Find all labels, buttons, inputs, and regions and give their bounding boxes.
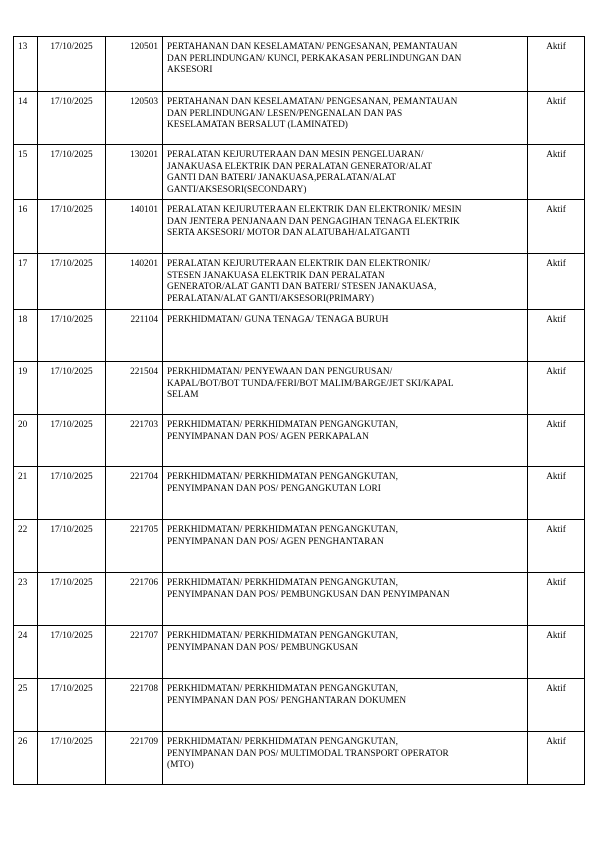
- row-description-text: PERKHIDMATAN/ PERKHIDMATAN PENGANGKUTAN, PENYIMPANAN DAN POS/ AGEN PENGHANTARAN: [167, 525, 398, 547]
- row-description: [163, 415, 528, 467]
- row-date: 17/10/2025: [38, 310, 106, 362]
- row-description-text: PERALATAN KEJURUTERAAN ELEKTRIK DAN ELEKTRONIK/ MESIN DAN JENTERA PENJANAAN DAN PENGAGIHAN TENAGA ELEKTRIK SERTA AKSESORI/ MOTOR DAN ALATUBAH/ALATGANTI: [167, 205, 462, 238]
- table-row: [14, 92, 585, 145]
- row-date: 17/10/2025: [38, 362, 106, 415]
- row-number: 20: [14, 415, 38, 467]
- row-number: 15: [14, 145, 38, 200]
- row-date: 17/10/2025: [38, 626, 106, 679]
- row-status: Aktif: [528, 520, 585, 573]
- row-status: Aktif: [528, 310, 585, 362]
- row-description-text: PERKHIDMATAN/ PERKHIDMATAN PENGANGKUTAN, PENYIMPANAN DAN POS/ MULTIMODAL TRANSPORT OPERATOR (MTO): [167, 737, 449, 770]
- row-date: 17/10/2025: [38, 415, 106, 467]
- row-description: [163, 92, 528, 145]
- table-row: [14, 362, 585, 415]
- row-date: 17/10/2025: [38, 679, 106, 732]
- row-code: 221709: [106, 732, 163, 785]
- row-status: Aktif: [528, 37, 585, 92]
- table-row: [14, 679, 585, 732]
- row-number: 25: [14, 679, 38, 732]
- row-code: 130201: [106, 145, 163, 200]
- row-date: 17/10/2025: [38, 254, 106, 310]
- row-description-text: PERKHIDMATAN/ PERKHIDMATAN PENGANGKUTAN, PENYIMPANAN DAN POS/ PENGANGKUTAN LORI: [167, 472, 398, 494]
- table-row: [14, 254, 585, 310]
- table-row: [14, 520, 585, 573]
- row-code: 140201: [106, 254, 163, 310]
- row-number: 22: [14, 520, 38, 573]
- table-row: [14, 415, 585, 467]
- table-row: [14, 467, 585, 520]
- row-date: 17/10/2025: [38, 732, 106, 785]
- row-number: 16: [14, 200, 38, 254]
- table-body: [14, 37, 585, 785]
- row-description: [163, 573, 528, 626]
- row-status: Aktif: [528, 626, 585, 679]
- row-date: 17/10/2025: [38, 520, 106, 573]
- row-description: [163, 467, 528, 520]
- row-code: 221104: [106, 310, 163, 362]
- row-number: 26: [14, 732, 38, 785]
- row-status: Aktif: [528, 573, 585, 626]
- row-status: Aktif: [528, 200, 585, 254]
- row-code: 221708: [106, 679, 163, 732]
- row-status: Aktif: [528, 254, 585, 310]
- row-description: [163, 200, 528, 254]
- row-number: 13: [14, 37, 38, 92]
- row-status: Aktif: [528, 362, 585, 415]
- row-status: Aktif: [528, 415, 585, 467]
- row-code: 120501: [106, 37, 163, 92]
- row-number: 18: [14, 310, 38, 362]
- row-description: [163, 732, 528, 785]
- table-row: [14, 573, 585, 626]
- row-date: 17/10/2025: [38, 467, 106, 520]
- row-date: 17/10/2025: [38, 145, 106, 200]
- row-code: 140101: [106, 200, 163, 254]
- row-number: 17: [14, 254, 38, 310]
- table-row: [14, 626, 585, 679]
- row-description-text: PERKHIDMATAN/ GUNA TENAGA/ TENAGA BURUH: [167, 315, 389, 325]
- row-description: [163, 362, 528, 415]
- row-status: Aktif: [528, 92, 585, 145]
- row-description-text: PERKHIDMATAN/ PENYEWAAN DAN PENGURUSAN/ KAPAL/BOT/BOT TUNDA/FERI/BOT MALIM/BARGE/JET SKI/KAPAL SELAM: [167, 367, 454, 400]
- row-status: Aktif: [528, 679, 585, 732]
- row-description-text: PERTAHANAN DAN KESELAMATAN/ PENGESANAN, PEMANTAUAN DAN PERLINDUNGAN/ KUNCI, PERKAKASAN PERLINDUNGAN DAN AKSESORI: [167, 42, 462, 75]
- row-description-text: PERTAHANAN DAN KESELAMATAN/ PENGESANAN, PEMANTAUAN DAN PERLINDUNGAN/ LESEN/PENGENALAN DAN PAS KESELAMATAN BERSALUT (LAMINATED): [167, 97, 458, 130]
- row-description: [163, 679, 528, 732]
- row-description: [163, 626, 528, 679]
- row-number: 23: [14, 573, 38, 626]
- row-date: 17/10/2025: [38, 200, 106, 254]
- row-date: 17/10/2025: [38, 92, 106, 145]
- table-row: [14, 145, 585, 200]
- row-code: 221707: [106, 626, 163, 679]
- row-description: [163, 310, 528, 362]
- table-row: [14, 37, 585, 92]
- row-number: 21: [14, 467, 38, 520]
- row-description-text: PERKHIDMATAN/ PERKHIDMATAN PENGANGKUTAN, PENYIMPANAN DAN POS/ PENGHANTARAN DOKUMEN: [167, 684, 407, 706]
- row-number: 19: [14, 362, 38, 415]
- row-description: [163, 37, 528, 92]
- row-description: [163, 520, 528, 573]
- table-row: [14, 310, 585, 362]
- row-description: [163, 254, 528, 310]
- row-description-text: PERKHIDMATAN/ PERKHIDMATAN PENGANGKUTAN, PENYIMPANAN DAN POS/ PEMBUNGKUSAN: [167, 631, 398, 653]
- row-code: 221704: [106, 467, 163, 520]
- row-code: 221504: [106, 362, 163, 415]
- row-date: 17/10/2025: [38, 37, 106, 92]
- row-code: 120503: [106, 92, 163, 145]
- row-description: [163, 145, 528, 200]
- row-code: 221703: [106, 415, 163, 467]
- row-status: Aktif: [528, 145, 585, 200]
- table-row: [14, 200, 585, 254]
- row-number: 24: [14, 626, 38, 679]
- row-description-text: PERKHIDMATAN/ PERKHIDMATAN PENGANGKUTAN, PENYIMPANAN DAN POS/ AGEN PERKAPALAN: [167, 420, 398, 442]
- registration-table: [13, 36, 585, 785]
- row-status: Aktif: [528, 467, 585, 520]
- row-description-text: PERALATAN KEJURUTERAAN ELEKTRIK DAN ELEKTRONIK/ STESEN JANAKUASA ELEKTRIK DAN PERALATAN GENERATOR/ALAT GANTI DAN BATERI/ STESEN JANAKUASA, PERALATAN/ALAT GANTI/AKSESORI(PRIMARY): [167, 259, 437, 304]
- row-description-text: PERKHIDMATAN/ PERKHIDMATAN PENGANGKUTAN, PENYIMPANAN DAN POS/ PEMBUNGKUSAN DAN PENYIMPANAN: [167, 578, 450, 600]
- row-code: 221705: [106, 520, 163, 573]
- row-number: 14: [14, 92, 38, 145]
- table-row: [14, 732, 585, 785]
- row-code: 221706: [106, 573, 163, 626]
- row-status: Aktif: [528, 732, 585, 785]
- row-description-text: PERALATAN KEJURUTERAAN DAN MESIN PENGELUARAN/ JANAKUASA ELEKTRIK DAN PERALATAN GENERATOR/ALAT GANTI DAN BATERI/ JANAKUASA,PERALATAN/ALAT GANTI/AKSESORI(SECONDARY): [167, 150, 433, 195]
- row-date: 17/10/2025: [38, 573, 106, 626]
